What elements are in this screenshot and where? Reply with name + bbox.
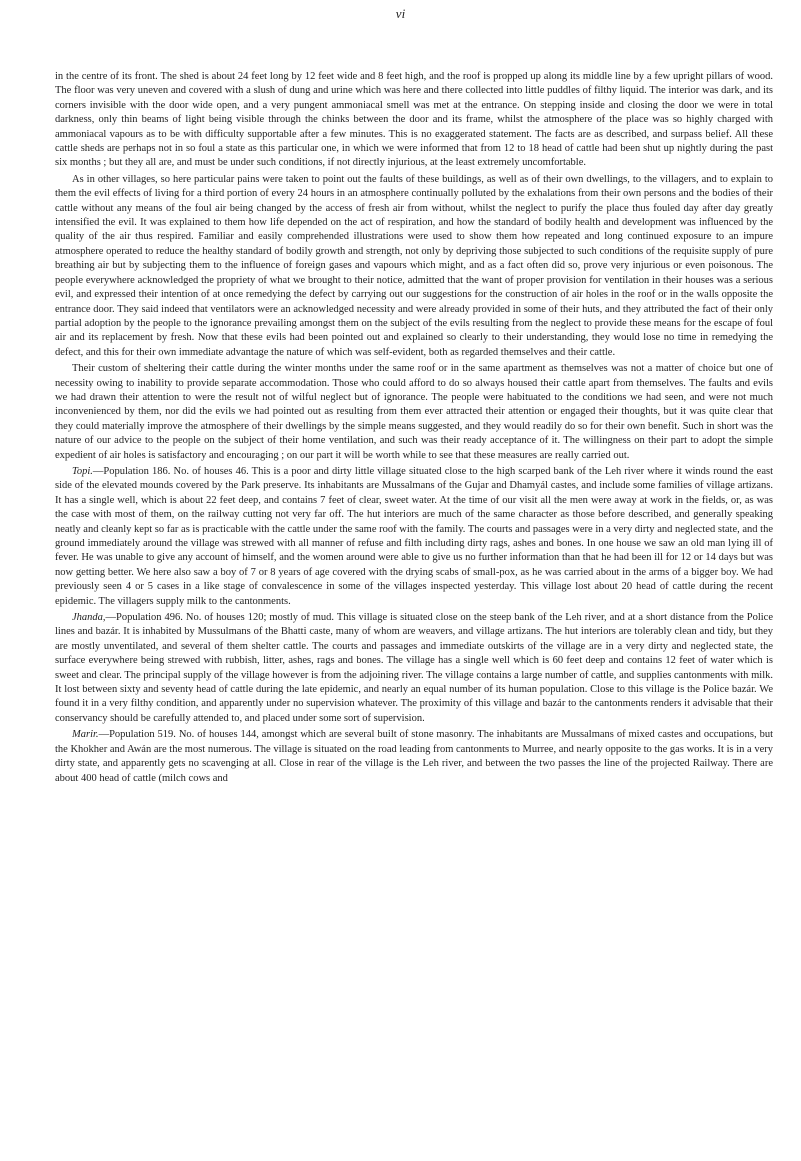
paragraph-text: Their custom of sheltering their cattle during the winter months under the same roof or in the same apartment as themselves was not a matter of choice but one of necessity owing to inability to provide separate accommodation. Those who could afford to do so always housed their cattle apart from themselves. The faults and evils we had drawn their attention to were the result not of wilful neglect but of ignorance. The people were habituated to the conditions we had seen, and were not much inconvenienced by them, nor did the evils we had pointed out as resulting from them ever attracted their attention or engaged their thoughts, but it was quite clear that they could materially improve the atmosphere of their dwellings by the simple means suggested, and they would readily do so for their own benefit. Such in short was the nature of our advice to the people on the subject of their home ventilation, and such was their ready acceptance of it. The willingness on their part to adopt the simple expedient of air holes is satisfactory and encouraging ; on our part it will be worth while to see that these measures are really carried out. [55, 363, 773, 461]
body-text [55, 70, 773, 786]
paragraph-text: As in other villages, so here particular pains were taken to point out the faults of these buildings, as well as of their own dwellings, to the villagers, and to explain to them the evil effects of living for a third portion of every 24 hours in an atmosphere continually polluted by the exhalations from their own persons and the bodies of their cattle without any means of the foul air being changed by the access of fresh air from without, whilst the neglect to purify the place thus fouled day after day greatly intensified the evil. It was explained to them how life depended on the act of respiration, and how the standard of bodily health and development was influenced by the quality of the air thus respired. Familiar and easily comprehended illustrations were used to show them how repeated and long continued exposure to an impure atmosphere operated to reduce the healthy standard of bodily growth and strength, not only by depriving those subjected to such conditions of the requisite supply of pure breathing air but by subjecting them to the influence of foreign gases and vapours which might, and as a fact often did so, prove very injurious or even poisonous. The people everywhere acknowledged the propriety of what we brought to their notice, admitted that the want of proper provision for ventilation in their houses was a serious evil, and expressed their intention of at once remedying the defect by carrying out our suggestions for the construction of air holes in the roof or in the walls opposite the entrance door. They said indeed that ventilators were an acknowledged necessity and were already provided in some of their huts, and they attributed the fact of their only partial adoption by the people to the ignorance prevailing amongst them on the subject of the evils resulting from the neglect to provide these means for the escape of foul air and its replacement by fresh. Now that these evils had been pointed out and explained so clearly to their understanding, they would lose no time in remedying the defect, and this for their own immediate advantage the nature of which was self-evident, both as regarded themselves and their cattle. [55, 173, 773, 358]
paragraph-topi [55, 465, 773, 609]
page-number: vi [395, 6, 406, 21]
village-name-jhanda: Jhanda, [72, 612, 106, 624]
paragraph-text: —Population 186. No. of houses 46. This is a poor and dirty little village situated close to the high scarped bank of the Leh river where it winds round the east side of the elevated mounds covered by the Park preserve. Its inhabitants are Mussalmans of the Gujar and Dhamyál castes, and include some families of village artizans. It has a single well, which is about 22 feet deep, and contains 7 feet of clear, sweet water. At the time of our visit all the men were away at work in the fields, or, as was the case with most of them, on the railway cutting not very far off. The hut interiors are much of the same character as those before described, and generally speaking neatly and cleanly kept so far as is practicable with the cattle under the same roof with the family. The courts and passages were in a very dirty and neglected state, and the ground immediately around the village was strewed with all manner of refuse and filth including dirty rags, ashes and bones. In one house we saw an old man lying ill of fever. He was unable to give any account of himself, and the women around were able to give us no further information than that he had been ill for 12 or 14 days but was now getting better. We here also saw a boy of 7 or 8 years of age covered with the drying scabs of small-pox, as he was carried about in the arms of a bigger boy. We had previously seen 4 or 5 cases in a like stage of convalescence in some of the villages inspected yesterday. This village lost about 20 head of cattle during the recent epidemic. The villagers supply milk to the cantonments. [55, 465, 773, 607]
paragraph-jhanda [55, 611, 773, 726]
paragraph-sheltering-cattle [55, 362, 773, 463]
village-name-marir: Marir. [72, 729, 99, 741]
village-name-topi: Topi. [72, 465, 93, 477]
paragraph-text: in the centre of its front. The shed is about 24 feet long by 12 feet wide and 8 feet high, and the roof is propped up along its middle line by a few upright pillars of wood. The floor was very uneven and covered with a slush of dung and urine which was here and there collected into little puddles of filthy liquid. The interior was dark, and its corners invisible with the door wide open, and a very pungent ammoniacal smell was met at the entrance. On stepping inside and closing the door we were in total darkness, only thin beams of light being visible through the chinks between the door and its frame, whilst the atmosphere of the place was so highly charged with ammoniacal vapours as to be with difficulty supportable after a few minutes. This is no exaggerated statement. The facts are as described, and surpass belief. All these cattle sheds are perhaps not in so foul a state as this particular one, in which we were informed that from 12 to 18 head of cattle had been shut up nightly during the past six months ; but they all are, and must be under such conditions, if not directly injurious, at the least extremely uncomfortable. [55, 71, 773, 169]
paragraph-ventilation-advice [55, 173, 773, 360]
paragraph-text: —Population 519. No. of houses 144, amongst which are several built of stone masonry. The inhabitants are Mussalmans of mixed castes and occupations, but the Khokher and Awán are the most numerous. The village is situated on the road leading from cantonments to Murree, and nearly opposite to the gas works. It is in a very dirty state, and apparently gets no scavenging at all. Close in rear of the village is the Leh river, and between the two passes the line of the projected Railway. There are about 400 head of cattle (milch cows and [55, 729, 773, 784]
paragraph-marir [55, 728, 773, 786]
paragraph-cattle-shed [55, 70, 773, 171]
paragraph-text: —Population 496. No. of houses 120; mostly of mud. This village is situated close on the steep bank of the Leh river, and at a short distance from the Police lines and bazár. It is inhabited by Mussulmans of the Bhatti caste, many of whom are weavers, and village artizans. The hut interiors are tolerably clean and tidy, but they are mostly unventilated, and several of them shelter cattle. The courts and passages and immediate outskirts of the village are in a very dirty and neglected state, the surface everywhere being strewed with rubbish, litter, ashes, rags and bones. The village has a single well which is 60 feet deep and contains 12 feet of water which is sweet and clear. The principal supply of the village however is from the adjoining river. The village contains a large number of cattle, and supplies cantonments with milk. It lost between sixty and seventy head of cattle during the late epidemic, and nearly an equal number of its human population. Close to this village is the Police bazár. We found it in a very filthy condition, and apparently under no supervision whatever. The proximity of this village and bazár to the cantonments renders it advisable that their conservancy should be carefully attended to, and placed under some sort of supervision. [55, 612, 773, 724]
